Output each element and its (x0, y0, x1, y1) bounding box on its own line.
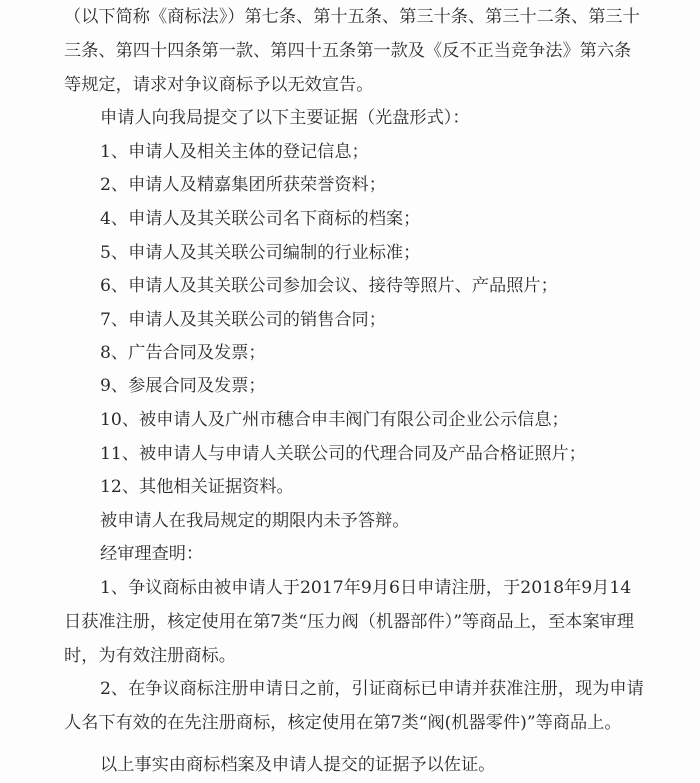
evidence-item: 5、申请人及其关联公司编制的行业标准； (100, 243, 421, 263)
evidence-item: 7、申请人及其关联公司的销售合同； (100, 310, 386, 330)
evidence-item: 4、申请人及其关联公司名下商标的档案； (100, 209, 421, 229)
intro-paragraph: （以下简称《商标法》）第七条、第十五条、第三十条、第三十二条、第三十三条、第四十四条第一款、第四十五条第一款及《反不正当竞争法》第六条等规定，请求对争议商标予以无效宣告。 (64, 7, 640, 95)
evidence-item: 11、被申请人与申请人关联公司的代理合同及产品合格证照片； (100, 444, 586, 464)
evidence-item: 1、申请人及相关主体的登记信息； (100, 142, 369, 162)
evidence-item: 6、申请人及其关联公司参加会议、接待等照片、产品照片； (100, 276, 558, 296)
respondent-statement: 被申请人在我局规定的期限内未予答辩。 (100, 511, 410, 531)
evidence-item: 9、参展合同及发票； (100, 376, 266, 396)
evidence-item: 10、被申请人及广州市穗合申丰阀门有限公司企业公示信息； (100, 410, 569, 430)
evidence-item: 2、申请人及精嘉集团所获荣誉资料； (100, 175, 386, 195)
evidence-heading: 申请人向我局提交了以下主要证据（光盘形式）： (100, 108, 470, 128)
evidence-item: 12、其他相关证据资料。 (100, 477, 294, 497)
evidence-item: 8、广告合同及发票； (100, 343, 266, 363)
conclusion-paragraph: 以上事实由商标档案及申请人提交的证据予以佐证。 (100, 755, 496, 775)
finding-paragraph-1: 1、争议商标由被申请人于2017年9月6日申请注册，于2018年9月14日获准注册，核定使用在第7类“压力阀（机器部件）”等商品上，至本案审理时，为有效注册商标。 (64, 578, 634, 666)
findings-heading: 经审理查明： (100, 544, 204, 564)
finding-paragraph-2: 2、在争议商标注册申请日之前，引证商标已申请并获准注册，现为申请人名下有效的在先注册商标，核定使用在第7类“阀(机器零件)”等商品上。 (64, 679, 644, 733)
